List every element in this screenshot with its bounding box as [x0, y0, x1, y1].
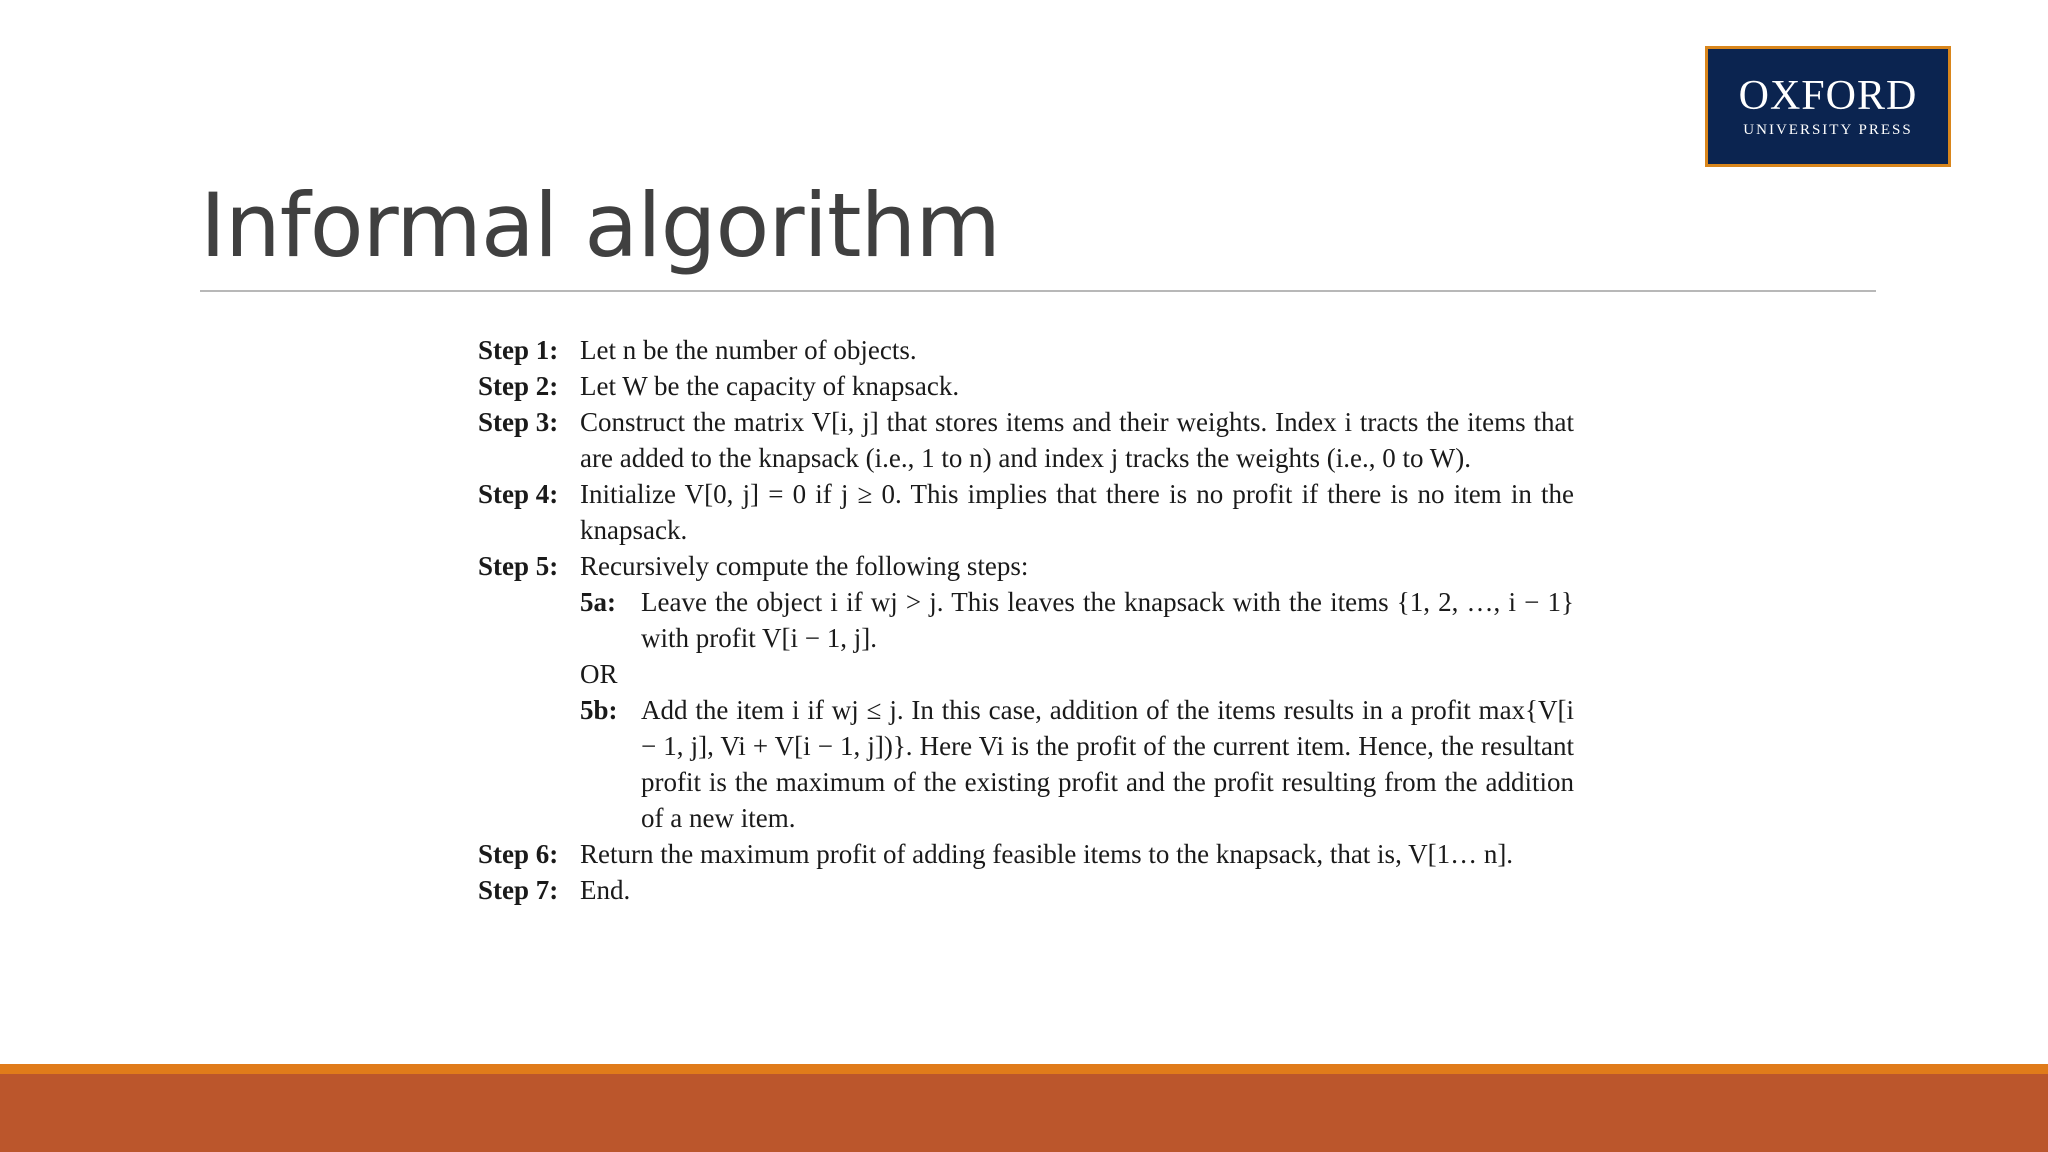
footer-bar	[0, 1074, 2048, 1152]
logo-line-oxford: OXFORD	[1738, 72, 1918, 119]
step-6	[478, 836, 1574, 872]
step-3	[478, 404, 1574, 476]
step-text: Let W be the capacity of knapsack.	[580, 371, 960, 401]
step-text: Initialize V[0, j] = 0 if j ≥ 0. This implies that there is no profit if there is no item in the knapsack.	[580, 479, 1574, 545]
step-text: Let n be the number of objects.	[580, 335, 917, 365]
or-separator: OR	[580, 659, 618, 689]
step-label: Step 3:	[478, 407, 559, 437]
step-label: Step 4:	[478, 479, 559, 509]
algorithm-steps	[478, 332, 1574, 908]
step-label: Step 7:	[478, 875, 559, 905]
step-4	[478, 476, 1574, 548]
substep-text: Leave the object i if wj > j. This leaves the knapsack with the items {1, 2, …, i − 1} with profit V[i − 1, j].	[641, 587, 1574, 653]
step-text: Construct the matrix V[i, j] that stores items and their weights. Index i tracts the items that are added to the knapsack (i.e., 1 to n) and index j tracks the weights (i.e., 0 to W).	[580, 407, 1574, 473]
step-label: Step 5:	[478, 551, 559, 581]
title-divider	[200, 290, 1876, 292]
step-text: Return the maximum profit of adding feasible items to the knapsack, that is, V[1… n].	[580, 839, 1514, 869]
step-label: Step 1:	[478, 335, 559, 365]
substep-text: Add the item i if wj ≤ j. In this case, addition of the items results in a profit max{V[i − 1, j], Vi + V[i − 1, j])}. Here Vi is the profit of the current item. Hence, the resultant profit is the maximum of the existing profit and the profit resulting from the addition of a new item.	[641, 695, 1574, 833]
step-5	[478, 548, 1574, 584]
substep-label: 5b:	[580, 695, 618, 725]
footer-accent-stripe	[0, 1064, 2048, 1074]
step-2	[478, 368, 1574, 404]
substep-label: 5a:	[580, 587, 616, 617]
step-7	[478, 872, 1574, 908]
logo-line-university-press: UNIVERSITY PRESS	[1743, 121, 1913, 138]
step-label: Step 2:	[478, 371, 559, 401]
substep-5b	[478, 692, 1574, 836]
step-label: Step 6:	[478, 839, 559, 869]
step-text: End.	[580, 875, 631, 905]
step-text: Recursively compute the following steps:	[580, 551, 1029, 581]
oxford-university-press-logo	[1705, 46, 1951, 167]
step-1	[478, 332, 1574, 368]
slide-title: Informal algorithm	[200, 174, 1000, 277]
substep-5a	[478, 584, 1574, 656]
